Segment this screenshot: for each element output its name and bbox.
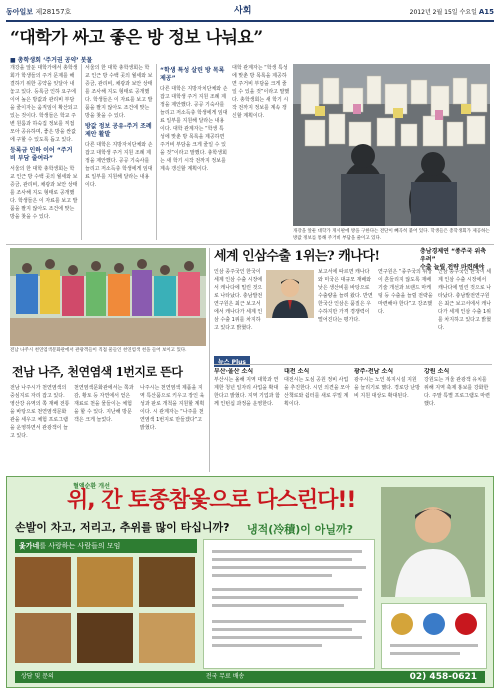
news-plus-item-title: 강원 소식 [424, 368, 450, 375]
export-subhead: 충남경제연 “종주국 위축 우려” [420, 248, 487, 263]
column-divider [81, 64, 82, 240]
festival-col-2: 천연염색문화관에서는 쪽과 감, 황토 등 자연에서 얻은 재료로 천을 물들이는 체험을 할 수 있다. 지난해 방문객은 크게 늘었다. [74, 385, 134, 423]
column-divider [209, 248, 210, 472]
ad-doctor-photo [381, 487, 485, 597]
news-plus-item-title: 광주·전남 소식 [354, 368, 394, 375]
dyeing-festival-photo [10, 248, 206, 346]
export-col-1: 인삼 종주국인 한국이 세계 인삼 수출 시장에서 캐나다에 밀린 것으로 나타났다. 충남발전연구원은 최근 보고서에서 캐나다가 세계 인삼 수출 1위를 차지하고 있다고 밝혔다. [214, 269, 263, 331]
news-plus-label: 뉴스 Plus [214, 356, 250, 367]
ad-text-panel [203, 539, 375, 669]
top-story-subhead: 방값 정보 공유-주거 조례 제안 활발 [85, 123, 152, 138]
export-subhead: 수출 늘릴 전략 마련해야 [420, 264, 485, 271]
ad-block [6, 476, 494, 688]
ad-brand: 옻가네 [19, 542, 40, 550]
top-photo-caption: 개강을 앞둔 대학가 게시판에 방을 구한다는 전단이 빼곡히 붙어 있다. 학생들은 총학생회가 제공하는 방값 정보를 통해 주거비 부담을 줄이고 있다. [293, 229, 490, 241]
news-plus-item: 대전 소식 대전시는 도심 공원 정비 사업을 추진한다. 시민 의견을 모아 산책로와 쉼터를 새로 꾸밀 계획이다. [284, 368, 350, 407]
column-divider [156, 64, 157, 240]
news-plus-item-title: 부산·울산 소식 [214, 368, 254, 375]
issue-date: 2012년 2월 15일 수요일 A15 [409, 8, 494, 16]
festival-col-1: 전남 나주시가 천연염색의 중심지로 자리 잡고 있다. 영산강 유역의 쪽 재배 전통을 바탕으로 천연염색문화관을 세우고 체험 프로그램을 운영하면서 관광객이 늘고 있다. [10, 385, 70, 439]
doctor-illustration [381, 487, 485, 597]
top-story-subhead: 등록금 인하 이어 “주거비 부담 줄여라” [10, 147, 73, 162]
ad-brand-bar [15, 539, 197, 553]
portrait-illustration [266, 270, 314, 318]
ad-question-2: 냉적(冷積)이 아닐까? [247, 523, 354, 536]
export-headline: 세계 인삼수출 1위는? 캐나다! [214, 249, 380, 264]
researcher-portrait [266, 270, 314, 318]
ad-text-lines [204, 540, 374, 668]
top-story-byline: ■ 총학생회 ‘주거권 공약’ 봇물 [10, 57, 93, 64]
dyeing-festival-photo-illustration [10, 248, 206, 346]
news-plus-item-title: 대전 소식 [284, 368, 310, 375]
bulletin-board-photo [293, 64, 490, 226]
ad-footer [15, 671, 485, 683]
ad-product-grid [15, 557, 195, 667]
ad-headline: 위, 간 토종참옻으로 다스린다!! [67, 488, 356, 513]
news-plus-item: 강원 소식 강원도는 겨울 관광객 유치를 위해 지역 축제 홍보를 강화한다. 주말 특별 프로그램도 마련했다. [424, 368, 492, 472]
festival-col-3: 나주시는 천연염색 제품을 지역 특산품으로 키우고 장인 육성과 판로 개척을 지원할 계획이다. 시 관계자는 “나주를 천연염색 1번지로 만들겠다”고 밝혔다. [140, 385, 205, 431]
festival-photo-caption: 전남 나주시 천연염색문화관에서 관광객들이 직접 물들인 천연염색 천을 들어 보이고 있다. [10, 348, 187, 353]
festival-headline: 전남 나주, 천연염색 1번지로 뜬다 [12, 365, 183, 379]
ad-question: 손발이 차고, 저리고, 추위를 많이 타십니까? [15, 521, 230, 534]
ad-tagline: 를 사랑하는 사람들의 모임 [39, 542, 121, 550]
top-story-col-2: 서울의 한 대학 총학생회는 학교 인근 방 수백 곳의 월세와 보증금, 관리비, 채광과 보안 상태를 조사해 지도 형태로 공개했다. 학생들은 이 자료를 보고 발품을 팔지 않아도 조건에 맞는 방을 찾을 수 있다. 방값 정보 공유-주거 조례 제안 활발 다른 대학은 지방자치단체와 손잡고 대학생 주거 지원 조례 제정을 제안했다. 공공 기숙사를 늘리고 저소득층 학생에게 임대료 일부를 지원해 달라는 내용이다. [85, 65, 153, 188]
news-plus-item: 광주·전남 소식 광주시는 노인 복지시설 지원을 늘리기로 했다. 경로당 난방비 지원 대상도 확대된다. [354, 368, 420, 399]
section-divider [6, 244, 494, 245]
news-plus-item: 부산·울산 소식 부산시는 올해 지역 대학과 연계한 청년 일자리 사업을 확대한다고 밝혔다. 지역 기업과 함께 인턴십 과정을 운영한다. [214, 368, 280, 407]
ad-top-label: 혈액순환 개선 [73, 483, 110, 490]
top-story-col-4: 대학 관계자는 “학생 특성에 맞춘 방 목록을 제공하면 주거비 부담을 크게 줄일 수 있을 것”이라고 말했다. 총학생회는 새 학기 시작 전까지 정보를 계속 갱신할 계획이다. [232, 65, 290, 119]
ad-phone: 02) 458-0621 [409, 672, 477, 682]
top-story-headline: “대학가 싸고 좋은 방 정보 나눠요” [10, 28, 263, 48]
export-col-2: 보고서에 따르면 캐나다와 미국은 대규모 재배와 낮은 생산비를 바탕으로 수출량을 늘려 왔다. 반면 한국산 인삼은 품질은 우수하지만 가격 경쟁력이 떨어진다는 평가다. [318, 269, 373, 323]
top-story-col-1: 개강을 앞둔 대학가에서 총학생회가 학생들의 주거 문제를 해결하기 위한 공약을 잇달아 내놓고 있다. 등록금 인하 요구에 이어 높은 방값과 관리비 부담을 줄이자는 움직임이 확산되고 있는 것이다. 학생들은 학교 주변 원룸과 하숙집 정보를 직접 모아 공유하며, 좋은 방을 싼값에 구할 수 있도록 돕고 있다. 등록금 인하 이어 “주거비 부담 줄여라” 서울의 한 대학 총학생회는 학교 인근 방 수백 곳의 월세와 보증금, 관리비, 채광과 보안 상태를 조사해 지도 형태로 공개했다. 학생들은 이 자료를 보고 발품을 팔지 않아도 조건에 맞는 방을 찾을 수 있다. [10, 65, 78, 220]
certificate-icons [382, 604, 486, 668]
news-plus-rule [214, 364, 492, 365]
ad-footer-right: 전국 무료 배송 [205, 673, 245, 680]
masthead [6, 6, 494, 22]
export-col-3: 연구원은 “종주국의 위상이 흔들리지 않도록 재배 기술 개선과 브랜드 마케팅 등 수출을 늘릴 전략을 마련해야 한다”고 강조했다. [378, 269, 433, 315]
product-thumbnails [15, 557, 195, 667]
ad-footer-left: 상담 및 문의 [21, 673, 54, 680]
export-col-4: 인삼 종주국인 한국이 세계 인삼 수출 시장에서 캐나다에 밀린 것으로 나타났다. 충남발전연구원은 최근 보고서에서 캐나다가 세계 인삼 수출 1위를 차지하고 있다고 밝혔다. [438, 269, 492, 331]
bulletin-board-photo-illustration [293, 64, 490, 226]
paper-logo: 동아일보 제28157호 [6, 8, 72, 16]
section-title: 사회 [234, 6, 252, 16]
top-story-subhead: “학생 특성 살린 방 목록 제공” [160, 67, 225, 82]
ad-certificates [381, 603, 487, 669]
top-story-col-3: “학생 특성 살린 방 목록 제공” 다른 대학은 지방자치단체와 손잡고 대학생 주거 지원 조례 제정을 제안했다. 공공 기숙사를 늘리고 저소득층 학생에게 임대료 일부를 지원해 달라는 내용이다. 대학 관계자는 “학생 특성에 맞춘 방 목록을 제공하면 주거비 부담을 크게 줄일 수 있을 것”이라고 말했다. 총학생회는 새 학기 시작 전까지 정보를 계속 갱신할 계획이다. [160, 67, 228, 172]
